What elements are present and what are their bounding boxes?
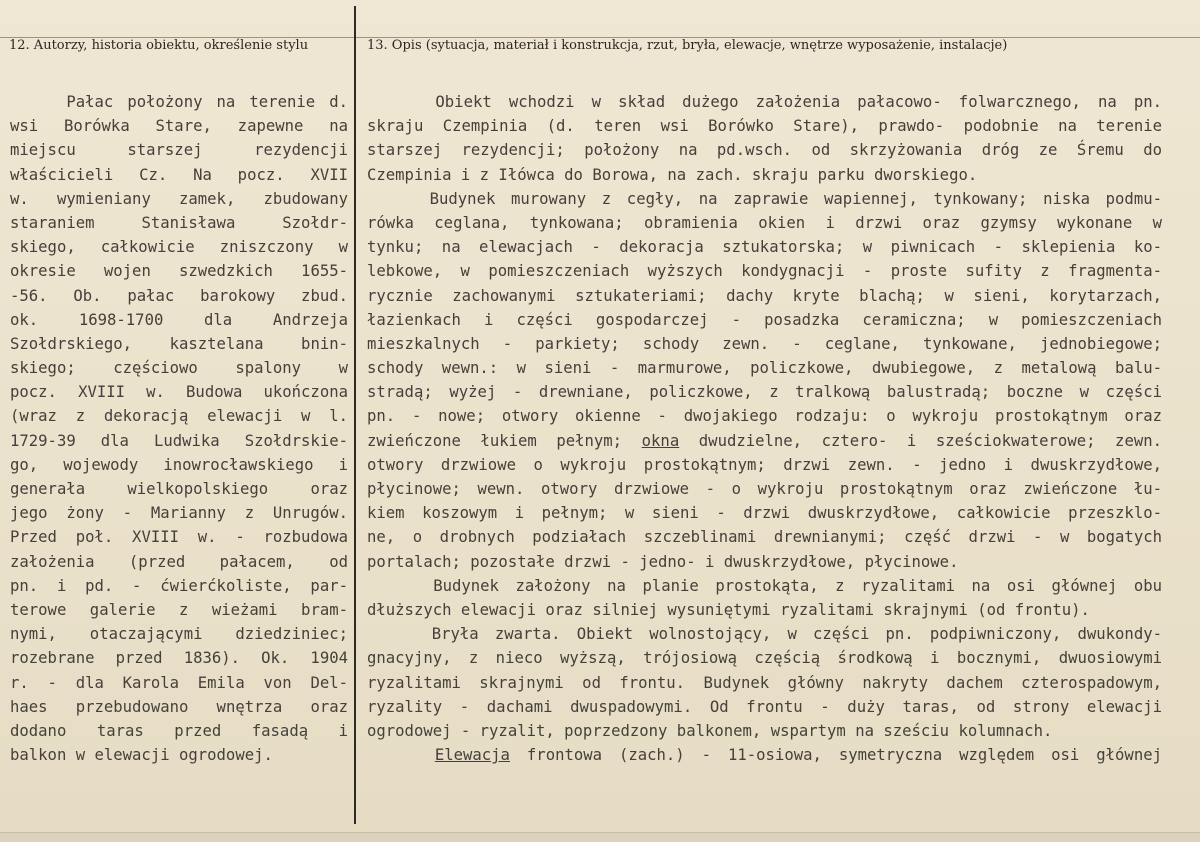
- text-line: -56. Ob. pałac barokowy zbud.: [10, 286, 348, 305]
- text-line: łazienkach i części gospodarczej - posadzka ceramiczna; w pomieszczeniach: [367, 310, 1162, 329]
- text-line: rozebrane przed 1836). Ok. 1904: [10, 649, 348, 668]
- text-line: lebkowe, w pomieszczeniach wyższych kondygnacji - proste sufity z fragmenta-: [367, 262, 1162, 281]
- text-line: ryzalitami skrajnymi od frontu. Budynek główny nakryty dachem czterospadowym,: [367, 673, 1162, 692]
- text-line: mieszkalnych - parkiety; schody zewn. - ceglane, tynkowane, jednobiegowe;: [367, 334, 1162, 353]
- text-line: 1729-39 dla Ludwika Szołdrskie-: [10, 431, 348, 450]
- text-line: Szołdrskiego, kasztelana bnin-: [10, 334, 348, 353]
- text-line: Budynek założony na planie prostokąta, z ryzalitami na osi głównej obu: [367, 576, 1162, 595]
- description-column: [367, 90, 1162, 767]
- text-line: stradą; wyżej - drewniane, policzkowe, z tralkową balustradą; boczne w części: [367, 383, 1162, 402]
- text-line: zwieńczone łukiem pełnym; okna dwudzielne, cztero- i sześciokwaterowe; zewn.: [367, 431, 1162, 450]
- text-line: terowe galerie z wieżami bram-: [10, 600, 348, 619]
- text-line: właścicieli Cz. Na pocz. XVII: [10, 165, 348, 184]
- text-line: kiem koszowym i pełnym; w sieni - drzwi dwuskrzydłowe, całkowicie przeszklo-: [367, 504, 1162, 523]
- text-line: skiego; częściowo spalony w: [10, 359, 348, 378]
- text-line: starszej rezydencji; położony na pd.wsch. od skrzyżowania dróg ze Śremu do: [367, 141, 1162, 160]
- text-line: miejscu starszej rezydencji: [10, 141, 348, 160]
- text-line: rówka ceglana, tynkowana; obramienia okien i drzwi oraz gzymsy wykonane w: [367, 213, 1162, 232]
- text-line: założenia (przed pałacem, od: [10, 552, 348, 571]
- column-divider-top: [354, 6, 356, 37]
- section-13-header: 13. Opis (sytuacja, materiał i konstrukcja, rzut, bryła, elewacje, wnętrze wyposażenie, instalacje): [367, 38, 1008, 53]
- history-column: [10, 90, 348, 767]
- text-line: tynku; na elewacjach - dekoracja sztukatorska; w piwnicach - sklepienia ko-: [367, 238, 1162, 257]
- text-line: płycinowe; wewn. otwory drzwiowe - o wykroju prostokątnym oraz zwieńczone łu-: [367, 480, 1162, 498]
- text-line: staraniem Stanisława Szołdr-: [10, 213, 348, 232]
- text-line: schody wewn.: w sieni - marmurowe, policzkowe, dwubiegowe, z metalową balu-: [367, 359, 1162, 378]
- text-line: gnacyjny, z nieco wyższą, trójosiową częścią środkową i bocznymi, dwuosiowymi: [367, 649, 1162, 668]
- text-line: pn. - nowe; otwory okienne - dwojakiego rodzaju: o wykroju prostokątnym oraz: [367, 407, 1162, 426]
- text-line: pn. i pd. - ćwierćkoliste, par-: [10, 576, 348, 595]
- text-line: okresie wojen szwedzkich 1655-: [10, 262, 348, 281]
- text-line: ok. 1698-1700 dla Andrzeja: [10, 310, 348, 329]
- text-line: portalach; pozostałe drzwi - jedno- i dwuskrzydłowe, płycinowe.: [367, 552, 959, 571]
- text-line: go, wojewody inowrocławskiego i: [10, 455, 348, 474]
- text-line: generała wielkopolskiego oraz: [10, 480, 348, 498]
- text-line: skraju Czempinia (d. teren wsi Borówko Stare), prawdo- podobnie na terenie: [367, 117, 1162, 136]
- text-line: nymi, otaczającymi dziedziniec;: [10, 625, 348, 644]
- text-line: ryzality - dachami dwuspadowymi. Od frontu - duży taras, od strony elewacji: [367, 697, 1162, 716]
- text-line: Przed poł. XVIII w. - rozbudowa: [10, 528, 348, 547]
- text-line: pocz. XVIII w. Budowa ukończona: [10, 383, 348, 402]
- text-line: Bryła zwarta. Obiekt wolnostojący, w części pn. podpiwniczony, dwukondy-: [367, 625, 1162, 644]
- text-line: haes przebudowano wnętrza oraz: [10, 697, 348, 716]
- text-line: w. wymieniany zamek, zbudowany: [10, 189, 348, 208]
- text-line: Budynek murowany z cegły, na zaprawie wapiennej, tynkowany; niska podmu-: [367, 189, 1162, 208]
- column-divider: [354, 37, 356, 824]
- text-line: (wraz z dekoracją elewacji w l.: [10, 407, 348, 426]
- text-line: jego żony - Marianny z Unrugów.: [10, 504, 348, 523]
- section-12-header: 12. Autorzy, historia obiektu, określenie stylu: [9, 38, 309, 53]
- text-line: dodano taras przed fasadą i: [10, 721, 348, 740]
- text-line: skiego, całkowicie zniszczony w: [10, 238, 348, 257]
- text-line: otwory drzwiowe o wykroju prostokątnym; drzwi zewn. - jedno i dwuskrzydłowe,: [367, 455, 1162, 474]
- text-line: ne, o drobnych podziałach szczeblinami drewnianymi; część drzwi - w bogatych: [367, 528, 1162, 547]
- text-line: rycznie zachowanymi sztukateriami; dachy kryte blachą; w sieni, korytarzach,: [367, 286, 1162, 305]
- text-line: ogrodowej - ryzalit, poprzedzony balkonem, wspartym na sześciu kolumnach.: [367, 721, 1053, 740]
- text-line: dłuższych elewacji oraz silniej wysuniętymi ryzalitami skrajnymi (od frontu).: [367, 600, 1090, 619]
- text-line: r. - dla Karola Emila von Del-: [10, 673, 348, 692]
- text-line: balkon w elewacji ogrodowej.: [10, 746, 273, 765]
- text-line: Czempinia i z Iłówca do Borowa, na zach. skraju parku dworskiego.: [367, 165, 978, 184]
- text-line: Elewacja frontowa (zach.) - 11-osiowa, symetryczna względem osi głównej: [434, 746, 1162, 765]
- text-line: Obiekt wchodzi w skład dużego założenia pałacowo- folwarcznego, na pn.: [367, 93, 1162, 111]
- text-line: Pałac położony na terenie d.: [10, 93, 348, 111]
- text-line: wsi Borówka Stare, zapewne na: [10, 117, 348, 136]
